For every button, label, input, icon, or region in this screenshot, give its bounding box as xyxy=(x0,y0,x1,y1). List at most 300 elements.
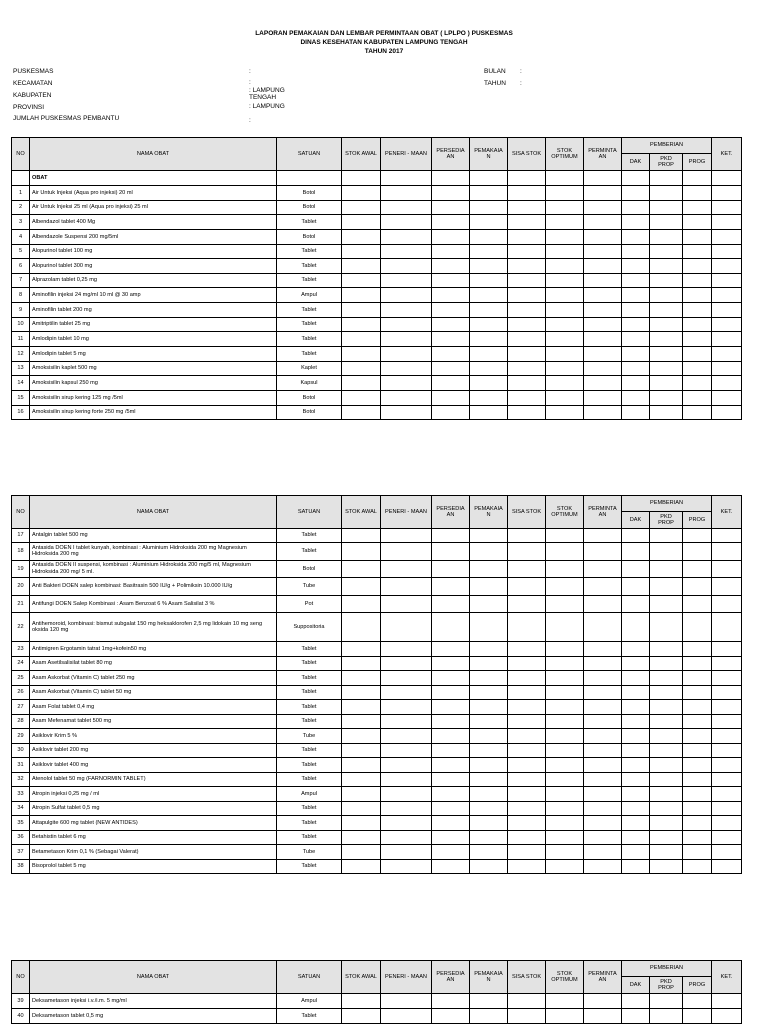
data-cell xyxy=(712,259,742,274)
data-cell xyxy=(622,859,650,874)
data-cell xyxy=(622,743,650,758)
data-cell xyxy=(508,700,546,715)
t3-col-pemberian: PEMBERIAN xyxy=(622,961,712,977)
data-cell xyxy=(584,816,622,831)
data-cell xyxy=(470,529,508,543)
data-cell xyxy=(546,729,584,744)
row-no: 38 xyxy=(12,859,30,874)
drug-unit: Suppositoria xyxy=(277,613,342,642)
data-cell xyxy=(470,1009,508,1024)
data-cell xyxy=(650,758,683,773)
data-cell xyxy=(622,772,650,787)
data-cell xyxy=(432,361,470,376)
data-cell xyxy=(622,361,650,376)
t3-col-satuan: SATUAN xyxy=(277,961,342,994)
row-no: 7 xyxy=(12,273,30,288)
table-row xyxy=(12,801,742,816)
data-cell xyxy=(470,758,508,773)
drug-unit: Kapsul xyxy=(277,376,342,391)
drug-name: Amoksisilin sirup kering forte 250 mg /5ml xyxy=(30,405,277,420)
t2-col-pkd-prop: PKD PROP xyxy=(650,512,683,529)
data-cell xyxy=(584,700,622,715)
drug-name: Asiklovir Krim 5 % xyxy=(30,729,277,744)
drug-unit: Tablet xyxy=(277,332,342,347)
data-cell xyxy=(508,714,546,729)
data-cell xyxy=(342,259,381,274)
data-cell xyxy=(622,244,650,259)
table-row xyxy=(12,186,742,201)
data-cell xyxy=(508,288,546,303)
data-cell xyxy=(432,758,470,773)
data-cell xyxy=(432,259,470,274)
drug-unit: Ampul xyxy=(277,787,342,802)
data-cell xyxy=(508,994,546,1009)
data-cell xyxy=(470,259,508,274)
data-cell xyxy=(712,578,742,596)
t1-col-no: NO xyxy=(12,138,30,171)
section-row xyxy=(12,171,742,186)
data-cell xyxy=(470,671,508,686)
data-cell xyxy=(381,642,432,657)
drug-name: Antalgin tablet 500 mg xyxy=(30,529,277,543)
row-no: 21 xyxy=(12,595,30,613)
data-cell xyxy=(508,816,546,831)
data-cell xyxy=(546,685,584,700)
table-row xyxy=(12,200,742,215)
data-cell xyxy=(508,171,546,186)
data-cell xyxy=(432,830,470,845)
data-cell xyxy=(683,229,712,244)
table-row xyxy=(12,361,742,376)
data-cell xyxy=(381,613,432,642)
data-cell xyxy=(470,642,508,657)
data-cell xyxy=(683,288,712,303)
data-cell xyxy=(546,816,584,831)
data-cell xyxy=(622,390,650,405)
drug-name: Deksametason injeksi i.v./i.m. 5 mg/ml xyxy=(30,994,277,1009)
data-cell xyxy=(650,347,683,362)
data-cell xyxy=(622,543,650,561)
data-cell xyxy=(470,244,508,259)
data-cell xyxy=(432,656,470,671)
data-cell xyxy=(470,578,508,596)
row-no: 11 xyxy=(12,332,30,347)
data-cell xyxy=(470,560,508,578)
table-row xyxy=(12,816,742,831)
data-cell xyxy=(508,685,546,700)
data-cell xyxy=(432,671,470,686)
data-cell xyxy=(381,830,432,845)
t3-col-stok-awal: STOK AWAL xyxy=(342,961,381,994)
data-cell xyxy=(470,787,508,802)
data-cell xyxy=(432,816,470,831)
data-cell xyxy=(650,714,683,729)
row-no: 29 xyxy=(12,729,30,744)
data-cell xyxy=(650,656,683,671)
data-cell xyxy=(546,376,584,391)
data-cell xyxy=(650,642,683,657)
drug-name: Albendazol tablet 400 Mg xyxy=(30,215,277,230)
data-cell xyxy=(546,801,584,816)
row-no: 13 xyxy=(12,361,30,376)
data-cell xyxy=(342,288,381,303)
data-cell xyxy=(508,787,546,802)
row-no: 19 xyxy=(12,560,30,578)
data-cell xyxy=(508,273,546,288)
data-cell xyxy=(584,215,622,230)
data-cell xyxy=(432,273,470,288)
data-cell xyxy=(584,801,622,816)
data-cell xyxy=(683,994,712,1009)
row-no: 14 xyxy=(12,376,30,391)
data-cell xyxy=(546,595,584,613)
data-cell xyxy=(650,845,683,860)
data-cell xyxy=(432,200,470,215)
data-cell xyxy=(432,578,470,596)
t2-col-dak: DAK xyxy=(622,512,650,529)
data-cell xyxy=(712,405,742,420)
data-cell xyxy=(683,1009,712,1024)
data-cell xyxy=(508,613,546,642)
data-cell xyxy=(683,801,712,816)
data-cell xyxy=(683,772,712,787)
drug-name: Aminofilin injeksi 24 mg/ml 10 ml @ 30 amp xyxy=(30,288,277,303)
data-cell xyxy=(432,859,470,874)
data-cell xyxy=(508,200,546,215)
data-cell xyxy=(712,347,742,362)
data-cell xyxy=(508,642,546,657)
drug-name: Aminofilin tablet 200 mg xyxy=(30,303,277,318)
data-cell xyxy=(622,405,650,420)
row-no: 32 xyxy=(12,772,30,787)
data-cell xyxy=(432,405,470,420)
kabupaten-label: KABUPATEN xyxy=(13,92,52,99)
data-cell xyxy=(683,578,712,596)
drug-unit: Tablet xyxy=(277,317,342,332)
t1-col-nama-obat: NAMA OBAT xyxy=(30,138,277,171)
drug-name: Amoksisilin kapsul 250 mg xyxy=(30,376,277,391)
data-cell xyxy=(650,578,683,596)
drug-name: Asam Mefenamat tablet 500 mg xyxy=(30,714,277,729)
data-cell xyxy=(432,529,470,543)
data-cell xyxy=(546,244,584,259)
data-cell xyxy=(622,700,650,715)
t3-col-persediaan: PERSEDIA AN xyxy=(432,961,470,994)
drug-unit: Tablet xyxy=(277,758,342,773)
data-cell xyxy=(432,303,470,318)
data-cell xyxy=(584,171,622,186)
data-cell xyxy=(470,700,508,715)
data-cell xyxy=(650,361,683,376)
data-cell xyxy=(342,700,381,715)
drug-name: Betahistin tablet 6 mg xyxy=(30,830,277,845)
data-cell xyxy=(712,994,742,1009)
data-cell xyxy=(470,200,508,215)
drug-unit: Tablet xyxy=(277,772,342,787)
drug-unit: Tablet xyxy=(277,244,342,259)
row-no: 37 xyxy=(12,845,30,860)
data-cell xyxy=(683,787,712,802)
data-cell xyxy=(712,317,742,332)
data-cell xyxy=(342,273,381,288)
data-cell xyxy=(381,171,432,186)
t2-col-pemakaian: PEMAKAIA N xyxy=(470,496,508,529)
t2-col-prog: PROG xyxy=(683,512,712,529)
data-cell xyxy=(508,259,546,274)
section-label: OBAT xyxy=(30,171,277,186)
drug-unit: Tablet xyxy=(277,347,342,362)
data-cell xyxy=(650,332,683,347)
data-cell xyxy=(381,405,432,420)
data-cell xyxy=(683,758,712,773)
data-cell xyxy=(432,595,470,613)
data-cell xyxy=(712,816,742,831)
data-cell xyxy=(650,215,683,230)
data-cell xyxy=(712,772,742,787)
drug-name: Antihemoroid, kombinasi: bismut subgalat 150 mg heksaklorofen 2,5 mg lidokain 10 mg seng oksida 120 mg xyxy=(30,613,277,642)
drug-unit: Tablet xyxy=(277,714,342,729)
table-row xyxy=(12,229,742,244)
data-cell xyxy=(546,743,584,758)
row-no: 4 xyxy=(12,229,30,244)
jumlah-pustu-label: JUMLAH PUSKESMAS PEMBANTU xyxy=(13,115,120,122)
data-cell xyxy=(546,215,584,230)
data-cell xyxy=(508,529,546,543)
table-row xyxy=(12,714,742,729)
data-cell xyxy=(342,215,381,230)
data-cell xyxy=(584,390,622,405)
t1-col-penerimaan: PENERI - MAAN xyxy=(381,138,432,171)
data-cell xyxy=(622,994,650,1009)
row-no: 34 xyxy=(12,801,30,816)
data-cell xyxy=(470,376,508,391)
data-cell xyxy=(683,743,712,758)
data-cell xyxy=(432,244,470,259)
t2-col-persediaan: PERSEDIA AN xyxy=(432,496,470,529)
data-cell xyxy=(546,656,584,671)
data-cell xyxy=(683,361,712,376)
drug-name: Antasida DOEN I tablet kunyah, kombinasi : Aluminium Hidroksida 200 mg Magnesium Hidroksida 200 mg xyxy=(30,543,277,561)
data-cell xyxy=(712,200,742,215)
row-no: 15 xyxy=(12,390,30,405)
data-cell xyxy=(470,332,508,347)
drug-unit: Tablet xyxy=(277,656,342,671)
data-cell xyxy=(650,171,683,186)
data-cell xyxy=(508,332,546,347)
t2-col-no: NO xyxy=(12,496,30,529)
data-cell xyxy=(683,376,712,391)
data-cell xyxy=(342,332,381,347)
row-no: 39 xyxy=(12,994,30,1009)
data-cell xyxy=(712,787,742,802)
report-year: TAHUN 2017 xyxy=(364,48,404,55)
table-row xyxy=(12,729,742,744)
table-row xyxy=(12,347,742,362)
data-cell xyxy=(584,376,622,391)
data-cell xyxy=(508,560,546,578)
data-cell xyxy=(470,347,508,362)
data-cell xyxy=(650,288,683,303)
drug-unit: Tablet xyxy=(277,830,342,845)
data-cell xyxy=(683,671,712,686)
data-cell xyxy=(470,830,508,845)
data-cell xyxy=(546,229,584,244)
t2-col-penerimaan: PENERI - MAAN xyxy=(381,496,432,529)
data-cell xyxy=(622,758,650,773)
data-cell xyxy=(508,405,546,420)
data-cell xyxy=(650,729,683,744)
data-cell xyxy=(650,671,683,686)
table-row xyxy=(12,743,742,758)
data-cell xyxy=(508,578,546,596)
data-cell xyxy=(508,376,546,391)
data-cell xyxy=(381,700,432,715)
data-cell xyxy=(712,758,742,773)
data-cell xyxy=(584,332,622,347)
data-cell xyxy=(508,671,546,686)
data-cell xyxy=(381,859,432,874)
kabupaten-value: : LAMPUNG TENGAH xyxy=(249,87,285,101)
data-cell xyxy=(470,171,508,186)
data-cell xyxy=(683,642,712,657)
data-cell xyxy=(622,303,650,318)
data-cell xyxy=(342,317,381,332)
drug-name: Air Untuk Injeksi 25 ml (Aqua pro injeksi) 25 ml xyxy=(30,200,277,215)
drug-name: Albendazole Suspensi 200 mg/5ml xyxy=(30,229,277,244)
data-cell xyxy=(508,595,546,613)
data-cell xyxy=(546,361,584,376)
t2-col-sisa-stok: SISA STOK xyxy=(508,496,546,529)
table-row xyxy=(12,671,742,686)
drug-unit: Botol xyxy=(277,186,342,201)
data-cell xyxy=(432,186,470,201)
data-cell xyxy=(508,244,546,259)
data-cell xyxy=(712,1009,742,1024)
data-cell xyxy=(622,560,650,578)
data-cell xyxy=(584,186,622,201)
data-cell xyxy=(650,543,683,561)
data-cell xyxy=(622,729,650,744)
data-cell xyxy=(712,859,742,874)
data-cell xyxy=(381,288,432,303)
data-cell xyxy=(650,830,683,845)
data-cell xyxy=(584,845,622,860)
data-cell xyxy=(342,714,381,729)
data-cell xyxy=(683,405,712,420)
data-cell xyxy=(622,816,650,831)
table-row xyxy=(12,560,742,578)
data-cell xyxy=(546,560,584,578)
data-cell xyxy=(470,288,508,303)
data-cell xyxy=(683,273,712,288)
data-cell xyxy=(622,1009,650,1024)
data-cell xyxy=(508,758,546,773)
data-cell xyxy=(650,529,683,543)
data-cell xyxy=(584,578,622,596)
data-cell xyxy=(470,186,508,201)
data-cell xyxy=(381,303,432,318)
drug-unit: Tablet xyxy=(277,700,342,715)
drug-name: Amlodipin tablet 10 mg xyxy=(30,332,277,347)
data-cell xyxy=(546,830,584,845)
data-cell xyxy=(622,595,650,613)
data-cell xyxy=(584,994,622,1009)
data-cell xyxy=(342,186,381,201)
table-row xyxy=(12,273,742,288)
drug-unit: Tablet xyxy=(277,816,342,831)
data-cell xyxy=(546,700,584,715)
data-cell xyxy=(584,714,622,729)
data-cell xyxy=(470,390,508,405)
data-cell xyxy=(650,595,683,613)
data-cell xyxy=(712,830,742,845)
data-cell xyxy=(342,578,381,596)
data-cell xyxy=(683,171,712,186)
data-cell xyxy=(342,743,381,758)
data-cell xyxy=(546,529,584,543)
table-row xyxy=(12,859,742,874)
bulan-label: BULAN xyxy=(484,68,506,75)
data-cell xyxy=(508,729,546,744)
data-cell xyxy=(650,200,683,215)
data-cell xyxy=(381,595,432,613)
data-cell xyxy=(584,772,622,787)
data-cell xyxy=(470,685,508,700)
t1-col-pemberian: PEMBERIAN xyxy=(622,138,712,154)
table-row xyxy=(12,787,742,802)
data-cell xyxy=(622,171,650,186)
data-cell xyxy=(546,171,584,186)
t1-col-satuan: SATUAN xyxy=(277,138,342,171)
t1-col-stok-awal: STOK AWAL xyxy=(342,138,381,171)
drug-unit: Tablet xyxy=(277,743,342,758)
t3-col-pemakaian: PEMAKAIA N xyxy=(470,961,508,994)
drug-unit: Tablet xyxy=(277,642,342,657)
data-cell xyxy=(470,303,508,318)
report-subtitle: DINAS KESEHATAN KABUPATEN LAMPUNG TENGAH xyxy=(300,39,468,46)
data-cell xyxy=(470,229,508,244)
t3-col-permintaan: PERMINTA AN xyxy=(584,961,622,994)
drug-name: Air Untuk Injeksi (Aqua pro injeksi) 20 ml xyxy=(30,186,277,201)
data-cell xyxy=(650,244,683,259)
data-cell xyxy=(650,772,683,787)
data-cell xyxy=(683,332,712,347)
data-cell xyxy=(381,529,432,543)
bulan-value: : xyxy=(520,68,522,75)
data-cell xyxy=(432,994,470,1009)
data-cell xyxy=(683,303,712,318)
data-cell xyxy=(470,215,508,230)
t1-col-permintaan: PERMINTA AN xyxy=(584,138,622,171)
data-cell xyxy=(683,845,712,860)
data-cell xyxy=(381,845,432,860)
data-cell xyxy=(546,772,584,787)
data-cell xyxy=(381,729,432,744)
table-row xyxy=(12,578,742,596)
data-cell xyxy=(622,613,650,642)
drug-unit: Tablet xyxy=(277,303,342,318)
data-cell xyxy=(584,229,622,244)
table-row xyxy=(12,656,742,671)
data-cell xyxy=(508,215,546,230)
kecamatan-value: : xyxy=(249,79,251,86)
data-cell xyxy=(342,229,381,244)
data-cell xyxy=(342,772,381,787)
data-cell xyxy=(622,259,650,274)
table-row xyxy=(12,529,742,543)
data-cell xyxy=(584,595,622,613)
data-cell xyxy=(470,656,508,671)
